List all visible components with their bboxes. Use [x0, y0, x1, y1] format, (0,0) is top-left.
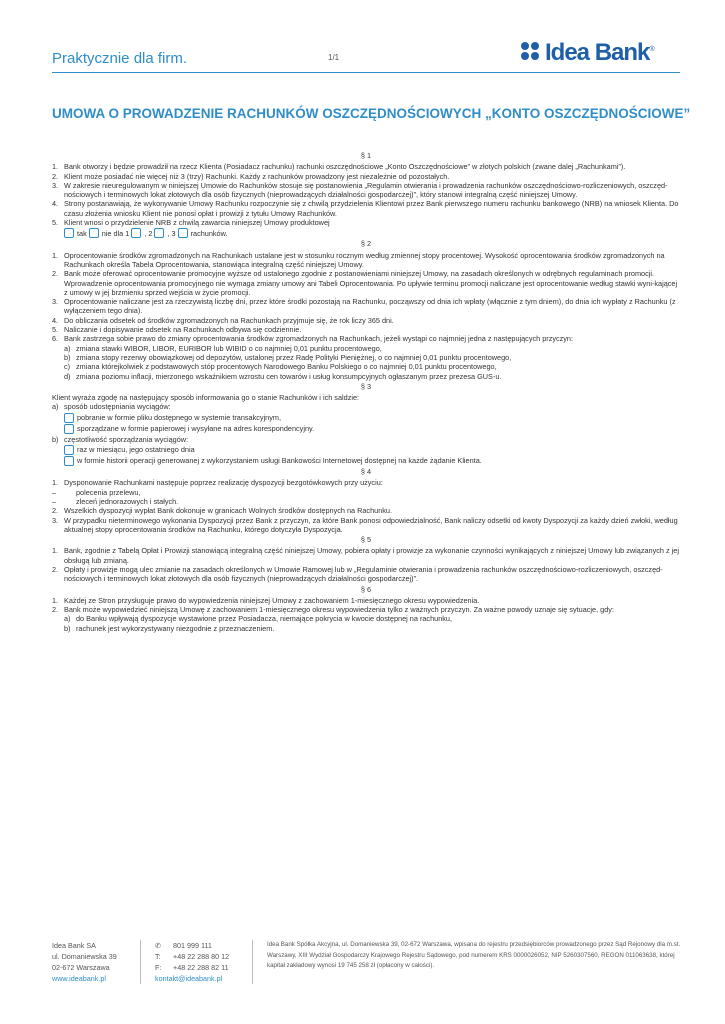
clause: 1. Dysponowanie Rachunkami następuje poprzez realizację dyspozycji bezgotówkowych przy użyciu:	[52, 478, 383, 488]
clause: 4. Strony postanawiają, że wykonywanie Umowy Rachunku rozpoczynie się z chwilą przydzielenia Klientowi przez Bank pierwszego numeru rachunku bankowego (NRB) na wniosek Klienta. Do czasu złożenia wniosku Klient nie ponosi opłat i prowizji z tytułu Umowy Rachunków.	[52, 199, 679, 218]
clause: 2. Klient może posiadać nie więcej niż 3 (trzy) Rachunki. Każdy z rachunków prowadzony jest niezależnie od pozostałych.	[52, 171, 450, 181]
option-label: pobranie w formie pliku dostępnego w systemie transakcyjnym,	[77, 413, 281, 423]
section-heading: § 5	[360, 535, 372, 545]
checkbox-statement-electronic[interactable]	[64, 413, 74, 423]
option-label: sporządzane w formie papierowej i wysyłane na adres korespondencyjny.	[77, 424, 315, 434]
header-tagline: Praktycznie dla firm.	[52, 50, 188, 67]
choice-nie-label: nie dla 1	[101, 228, 130, 238]
section-heading: § 3	[360, 381, 372, 391]
clause: 2. Wszelkich dyspozycji wypłat Bank dokonuje w granicach Wolnych środków dostępnych na Rachunku.	[52, 506, 392, 516]
clause: 1. Każdej ze Stron przysługuje prawo do wypowiedzenia niniejszej Umowy z zachowaniem 1-miesięcznego okresu wypowiedzenia.	[52, 595, 480, 605]
clause: 4. Do obliczania odsetek od środków zgromadzonych na Rachunkach przyjmuje się, że rok liczy 365 dni.	[52, 315, 394, 325]
checkbox-frequency-monthly[interactable]	[64, 445, 74, 455]
clause: 1. Bank, zgodnie z Tabelą Opłat i Prowizji stanowiącą integralną część niniejszej Umowy, pobiera opłaty i prowizje za wykonanie czynności wynikających z niniejszej Umowy lub związanych z jej obsługą lub zmianą.	[52, 546, 679, 565]
option-label: w formie historii operacji generowanej z wykorzystaniem usługi Bankowości Internetowej dostępnej na każde żądanie Klienta.	[77, 456, 482, 466]
checkbox-nie[interactable]	[89, 228, 99, 238]
section-heading: § 1	[360, 151, 372, 160]
clause: 1. Oprocentowanie środków zgromadzonych na Rachunkach ustalane jest w stosunku rocznym według zmiennej stopy procentowej. Wysokość oprocentowania środków zgromadzonych na Rachunkach określa Tabela Oprocentowania, stanowiąca integralną część niniejszej Umowy.	[52, 250, 665, 269]
nrb-choice-row	[52, 228, 680, 238]
sub-clause: b) zmiana stopy rezerwy obowiązkowej od depozytów, ustalonej przez Radę Polityki Pieniężnej, o co najmniej 0,01 punktu procentowego,	[64, 352, 512, 362]
clause: 5. Klient wnosi o przydzielenie NRB z chwilą zawarcia niniejszej Umowy produktowej	[52, 218, 330, 228]
phone-number[interactable]: 801 999 111	[173, 941, 212, 950]
sub-clause: a) sposób udostępniania wyciągów:	[52, 402, 171, 412]
tel-value: +48 22 288 80 12	[173, 952, 230, 961]
tel-label: T:	[155, 952, 161, 961]
sub-clause: c) zmiana którejkolwiek z podstawowych stóp procentowych Narodowego Banku Polskiego o co najmniej 0,01 punktu procentowego,	[64, 362, 497, 372]
checkbox-frequency-on-demand[interactable]	[64, 456, 74, 466]
clause: 2. Bank może oferować oprocentowanie promocyjne wyższe od ustalonego zgodnie z postanowieniami niniejszej Umowy, na zasadach określonych w odrębnych regulaminach promocji. Wprowadzenie oprocentowania promocyjnego nie wymaga zmiany umowy ani Tabeli Oprocentowania. Po upływie terminu promocji naliczane jest oprocentowanie według stawki wyni-kającej z umowy w jej brzmieniu sprzed wejścia w życie promocji.	[52, 269, 678, 297]
fax-row	[155, 962, 245, 973]
clause: 3. W zakresie nieuregulowanym w niniejszej Umowie do Rachunków stosuje się postanowienia „Regulamin otwierania i prowadzenia rachunków oszczędnościowo-rozliczeniowych, oszczęd-nościowych i terminowych lokat złotowych dla osób fizycznych (nieprowadzących działalności gospodarczej)”, który stanowi integralną część niniejszej Umowy.	[52, 180, 668, 200]
clause: 1. Bank otworzy i będzie prowadził na rzecz Klienta (Posiadacz rachunku) rachunki oszczędnościowe „Konto Oszczędnościowe” w złotych polskich (zwane dalej „Rachunkami”).	[52, 162, 626, 172]
clause: 2. Bank może wypowiedzieć niniejszą Umowę z zachowaniem 1-miesięcznego okresu wypowiedzenia tylko z ważnych przyczyn. Za ważne powody uznaje się sytuacje, gdy:	[52, 605, 614, 615]
statement-option-row	[52, 413, 680, 423]
document-body	[52, 150, 680, 633]
statement-option-row	[52, 424, 680, 434]
idea-bank-logo	[521, 40, 681, 64]
phone-row	[155, 940, 245, 951]
sub-clause: b) rachunek jest wykorzystywany niezgodnie z przeznaczeniem.	[64, 623, 275, 633]
footer-contact	[155, 940, 245, 984]
checkbox-account-1[interactable]	[131, 228, 141, 238]
option-label: raz w miesiącu, jego ostatniego dnia	[77, 445, 195, 455]
checkbox-account-3[interactable]	[178, 228, 188, 238]
logo-dots-icon	[521, 42, 541, 62]
frequency-option-row	[52, 456, 680, 466]
website-link[interactable]: www.ideabank.pl	[52, 974, 106, 983]
frequency-option-row	[52, 445, 680, 455]
footer-address	[52, 940, 137, 984]
company-name: Idea Bank SA	[52, 941, 96, 950]
footer-divider	[140, 940, 141, 984]
email-link[interactable]: kontakt@ideabank.pl	[155, 974, 223, 983]
clause: 6. Bank zastrzega sobie prawo do zmiany oprocentowania środków zgromadzonych na Rachunkach, jeżeli wystąpi co najmniej jedna z następujących przyczyn:	[52, 334, 574, 344]
sub-clause: b) częstotliwość sporządzania wyciągów:	[52, 434, 189, 444]
dash-item: – polecenia przelewu,	[52, 487, 141, 497]
fax-value: +48 22 288 82 11	[173, 963, 229, 972]
logo-wordmark: Idea Bank®	[545, 39, 654, 66]
city: 02-672 Warszawa	[52, 963, 110, 972]
street: ul. Domaniewska 39	[52, 952, 117, 961]
section-heading: § 4	[360, 467, 372, 477]
footer-divider	[252, 940, 253, 984]
document-title: UMOWA O PROWADZENIE RACHUNKÓW OSZCZĘDNOŚCIOWYCH „KONTO OSZCZĘDNOŚCIOWE”	[52, 106, 691, 121]
clause: 3. Oprocentowanie naliczane jest za rzeczywistą liczbę dni, przez które środki pozostają na Rachunku, począwszy od dnia ich wpłaty (włącznie z tym dniem), do dnia ich wypłaty z Rachunku (z wyłączeniem tego dnia).	[52, 297, 676, 316]
footer-legal: Idea Bank Spółka Akcyjna, ul. Domaniewska 39, 02-672 Warszawa, wpisana do rejestru przedsiębiorców prowadzonego przez Sąd Rejonowy dla m.st. Warszawy, XIII Wydział Gospodarczy Krajowego Rejestru Sądowego, pod numerem KRS 0000026052, NIP 5260307560, REGON 011063638, której kapitał zakładowy wynosi 19 745 258 zł (opłacony w całości).	[267, 941, 681, 969]
checkbox-account-2[interactable]	[154, 228, 164, 238]
clause: Klient wyraża zgodę na następujący sposób informowania go o stanie Rachunków i ich saldzie:	[52, 393, 360, 403]
clause: 2. Opłaty i prowizje mogą ulec zmianie na zasadach określonych w Umowie Ramowej lub w „Regulaminie otwierania i prowadzenia rachunków oszczędnościowo-rozliczeniowych, oszczęd-nościowych i terminowych lokat złotowych dla osób fizycznych (nieprowadzących działalności gospodarczej)”.	[52, 564, 663, 584]
choice-2-label: , 2	[144, 228, 153, 238]
checkbox-statement-paper[interactable]	[64, 424, 74, 434]
clause: 5. Naliczanie i dopisywanie odsetek na Rachunkach odbywa się codziennie.	[52, 325, 302, 335]
clause: 3. W przypadku nieterminowego wykonania Dyspozycji przez Bank z przyczyn, za które Bank ponosi odpowiedzialność, Bank naliczy odsetki od kwoty Dyspozycji za każdy dzień zwłoki, według aktualnej stopy oprocentowania środków na Rachunku, którego dotyczyła Dyspozycja.	[52, 515, 678, 534]
sub-clause: a) zmiana stawki WIBOR, LIBOR, EURIBOR lub WIBID o co najmniej 0,01 punktu procentowego,	[64, 343, 382, 353]
sub-clause: a) do Banku wpływają dyspozycje wystawione przez Posiadacza, niemające pokrycia w kwocie dostępnej na rachunku,	[64, 614, 452, 624]
section-heading: § 6	[360, 584, 372, 594]
choice-3-label: , 3	[167, 228, 176, 238]
choice-tak-label: tak	[77, 228, 87, 238]
dash-item: – zleceń jednorazowych i stałych.	[52, 496, 179, 506]
footer	[52, 940, 682, 990]
tel-row	[155, 951, 245, 962]
checkbox-tak[interactable]	[64, 228, 74, 238]
fax-label: F:	[155, 963, 162, 972]
phone-icon: ✆	[155, 941, 162, 950]
page-number: 1/1	[328, 53, 340, 62]
section-heading: § 2	[360, 239, 372, 249]
header-divider	[52, 72, 680, 73]
choice-tail-label: rachunków.	[190, 228, 228, 238]
sub-clause: d) zmiana poziomu inflacji, mierzonego wskaźnikiem wzrostu cen towarów i usług konsumpcyjnych ogłaszanym przez prezesa GUS-u.	[64, 371, 502, 381]
